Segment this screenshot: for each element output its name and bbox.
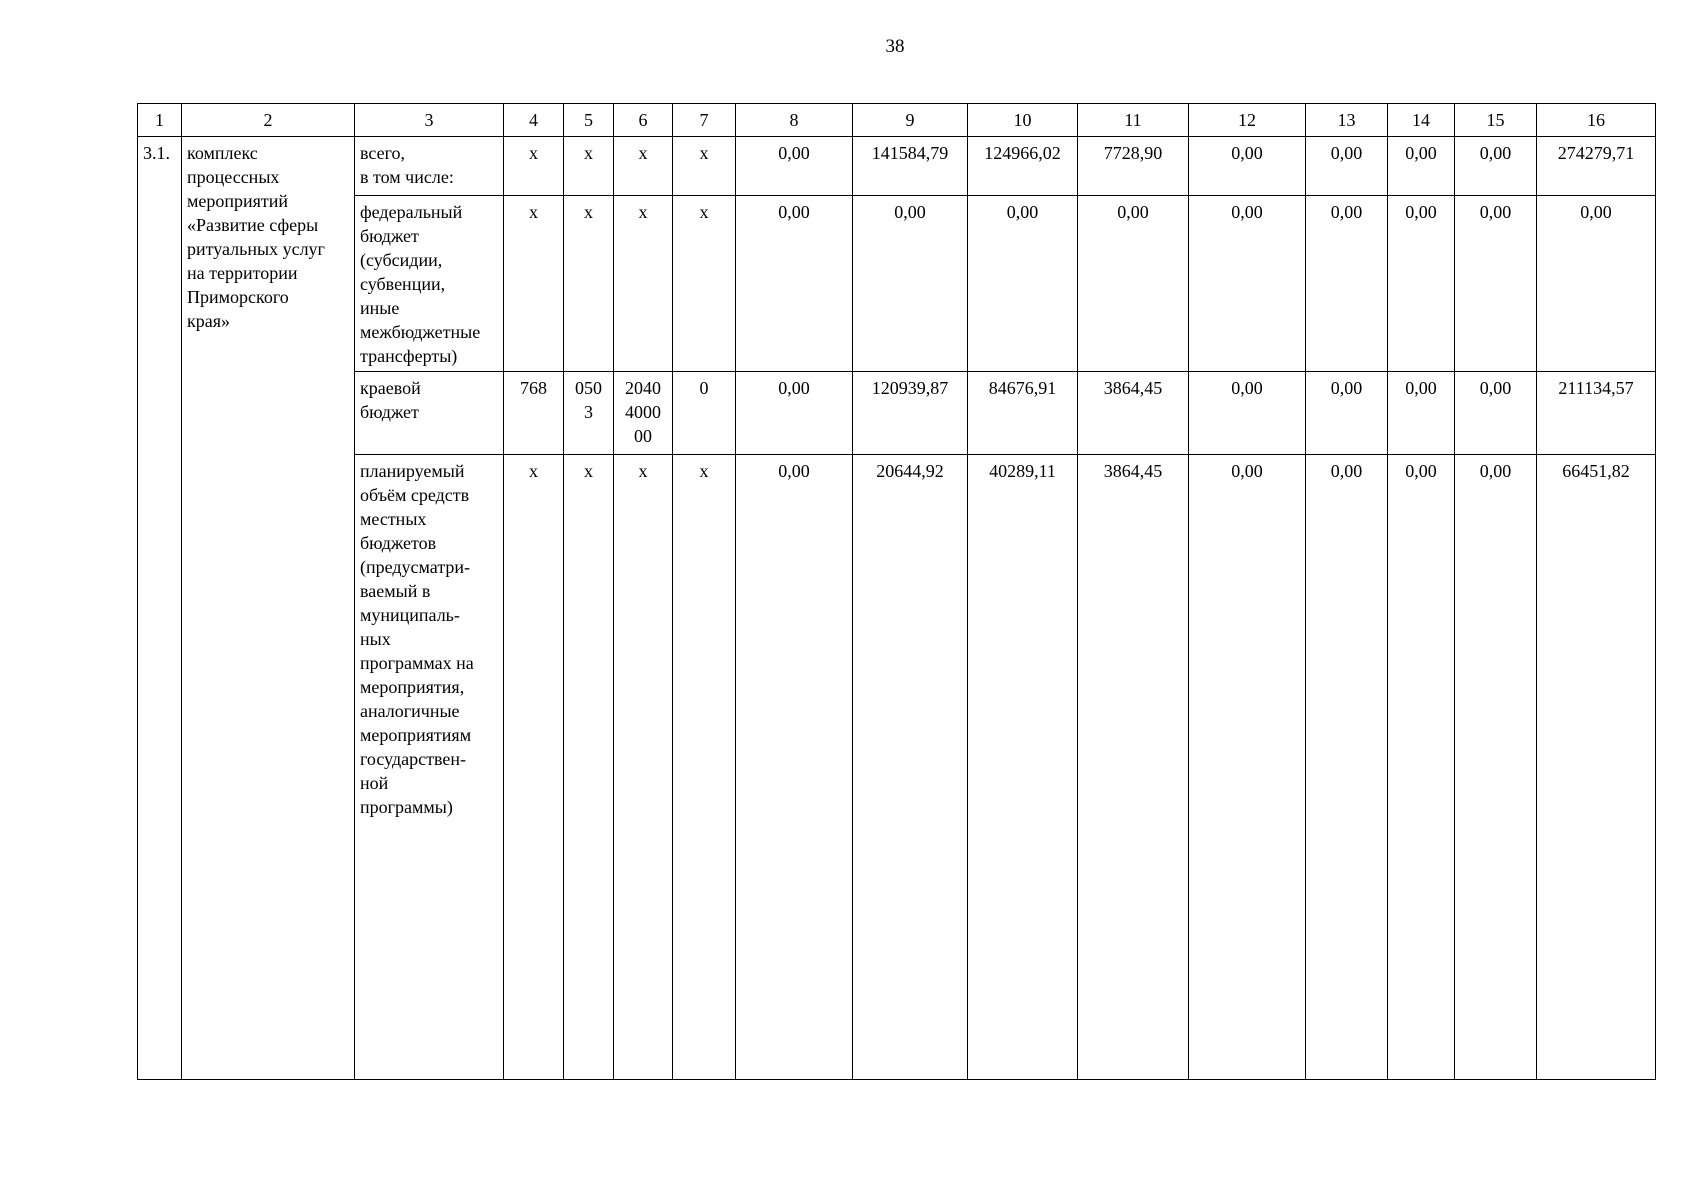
code-cell: х xyxy=(614,196,673,372)
value-cell: 0,00 xyxy=(736,372,853,455)
value-cell: 0,00 xyxy=(1388,196,1455,372)
value-cell: 0,00 xyxy=(1306,455,1388,1080)
value-cell: 0,00 xyxy=(1306,196,1388,372)
header-cell: 2 xyxy=(182,104,355,137)
value-cell: 0,00 xyxy=(1455,455,1537,1080)
value-cell: 0,00 xyxy=(1306,372,1388,455)
table-header-row xyxy=(138,104,1656,137)
source-label: краевой бюджет xyxy=(355,372,504,455)
value-cell: 0,00 xyxy=(1306,137,1388,196)
value-cell: 0,00 xyxy=(736,196,853,372)
table-row xyxy=(138,372,1656,455)
value-cell: 66451,82 xyxy=(1537,455,1656,1080)
code-cell: х xyxy=(504,196,564,372)
value-cell: 7728,90 xyxy=(1078,137,1189,196)
header-cell: 6 xyxy=(614,104,673,137)
source-label: всего, в том числе: xyxy=(355,137,504,196)
value-cell: 0,00 xyxy=(1189,196,1306,372)
value-cell: 124966,02 xyxy=(968,137,1078,196)
header-cell: 12 xyxy=(1189,104,1306,137)
value-cell: 0,00 xyxy=(968,196,1078,372)
value-cell: 274279,71 xyxy=(1537,137,1656,196)
value-cell: 20644,92 xyxy=(853,455,968,1080)
code-cell: х xyxy=(614,455,673,1080)
header-cell: 15 xyxy=(1455,104,1537,137)
value-cell: 211134,57 xyxy=(1537,372,1656,455)
code-cell: х xyxy=(673,137,736,196)
value-cell: 120939,87 xyxy=(853,372,968,455)
value-cell: 0,00 xyxy=(853,196,968,372)
code-cell: х xyxy=(564,455,614,1080)
code-cell: х xyxy=(673,455,736,1080)
value-cell: 0,00 xyxy=(1455,372,1537,455)
code-cell: 0 xyxy=(673,372,736,455)
code-cell: х xyxy=(614,137,673,196)
value-cell: 0,00 xyxy=(1388,372,1455,455)
value-cell: 3864,45 xyxy=(1078,372,1189,455)
header-cell: 14 xyxy=(1388,104,1455,137)
value-cell: 0,00 xyxy=(1189,137,1306,196)
code-cell: 050 3 xyxy=(564,372,614,455)
code-cell: х xyxy=(673,196,736,372)
header-cell: 16 xyxy=(1537,104,1656,137)
header-cell: 5 xyxy=(564,104,614,137)
header-cell: 13 xyxy=(1306,104,1388,137)
value-cell: 0,00 xyxy=(1388,455,1455,1080)
header-cell: 1 xyxy=(138,104,182,137)
header-cell: 11 xyxy=(1078,104,1189,137)
value-cell: 84676,91 xyxy=(968,372,1078,455)
table-row xyxy=(138,455,1656,1080)
row-id: 3.1. xyxy=(138,137,182,1080)
value-cell: 3864,45 xyxy=(1078,455,1189,1080)
table-row xyxy=(138,137,1656,196)
value-cell: 0,00 xyxy=(1388,137,1455,196)
code-cell: х xyxy=(564,137,614,196)
value-cell: 0,00 xyxy=(1537,196,1656,372)
header-cell: 8 xyxy=(736,104,853,137)
value-cell: 0,00 xyxy=(1455,196,1537,372)
header-cell: 7 xyxy=(673,104,736,137)
header-cell: 10 xyxy=(968,104,1078,137)
value-cell: 0,00 xyxy=(1078,196,1189,372)
table-row xyxy=(138,196,1656,372)
value-cell: 0,00 xyxy=(1455,137,1537,196)
page-number: 38 xyxy=(885,36,905,57)
value-cell: 0,00 xyxy=(736,455,853,1080)
value-cell: 0,00 xyxy=(1189,455,1306,1080)
value-cell: 0,00 xyxy=(736,137,853,196)
header-cell: 9 xyxy=(853,104,968,137)
code-cell: х xyxy=(564,196,614,372)
header-cell: 4 xyxy=(504,104,564,137)
measure-name: комплекс процессных мероприятий «Развитие сферы ритуальных услуг на территории Приморского края» xyxy=(182,137,355,1080)
value-cell: 0,00 xyxy=(1189,372,1306,455)
value-cell: 141584,79 xyxy=(853,137,968,196)
header-cell: 3 xyxy=(355,104,504,137)
source-label: планируемый объём средств местных бюджетов (предусматри- ваемый в муниципаль- ных программах на мероприятия, аналогичные мероприятиям государствен- ной программы) xyxy=(355,455,504,1080)
code-cell: х xyxy=(504,455,564,1080)
source-label: федеральный бюджет (субсидии, субвенции, иные межбюджетные трансферты) xyxy=(355,196,504,372)
code-cell: 768 xyxy=(504,372,564,455)
code-cell: 2040 4000 00 xyxy=(614,372,673,455)
budget-table xyxy=(137,103,1656,1080)
value-cell: 40289,11 xyxy=(968,455,1078,1080)
code-cell: х xyxy=(504,137,564,196)
